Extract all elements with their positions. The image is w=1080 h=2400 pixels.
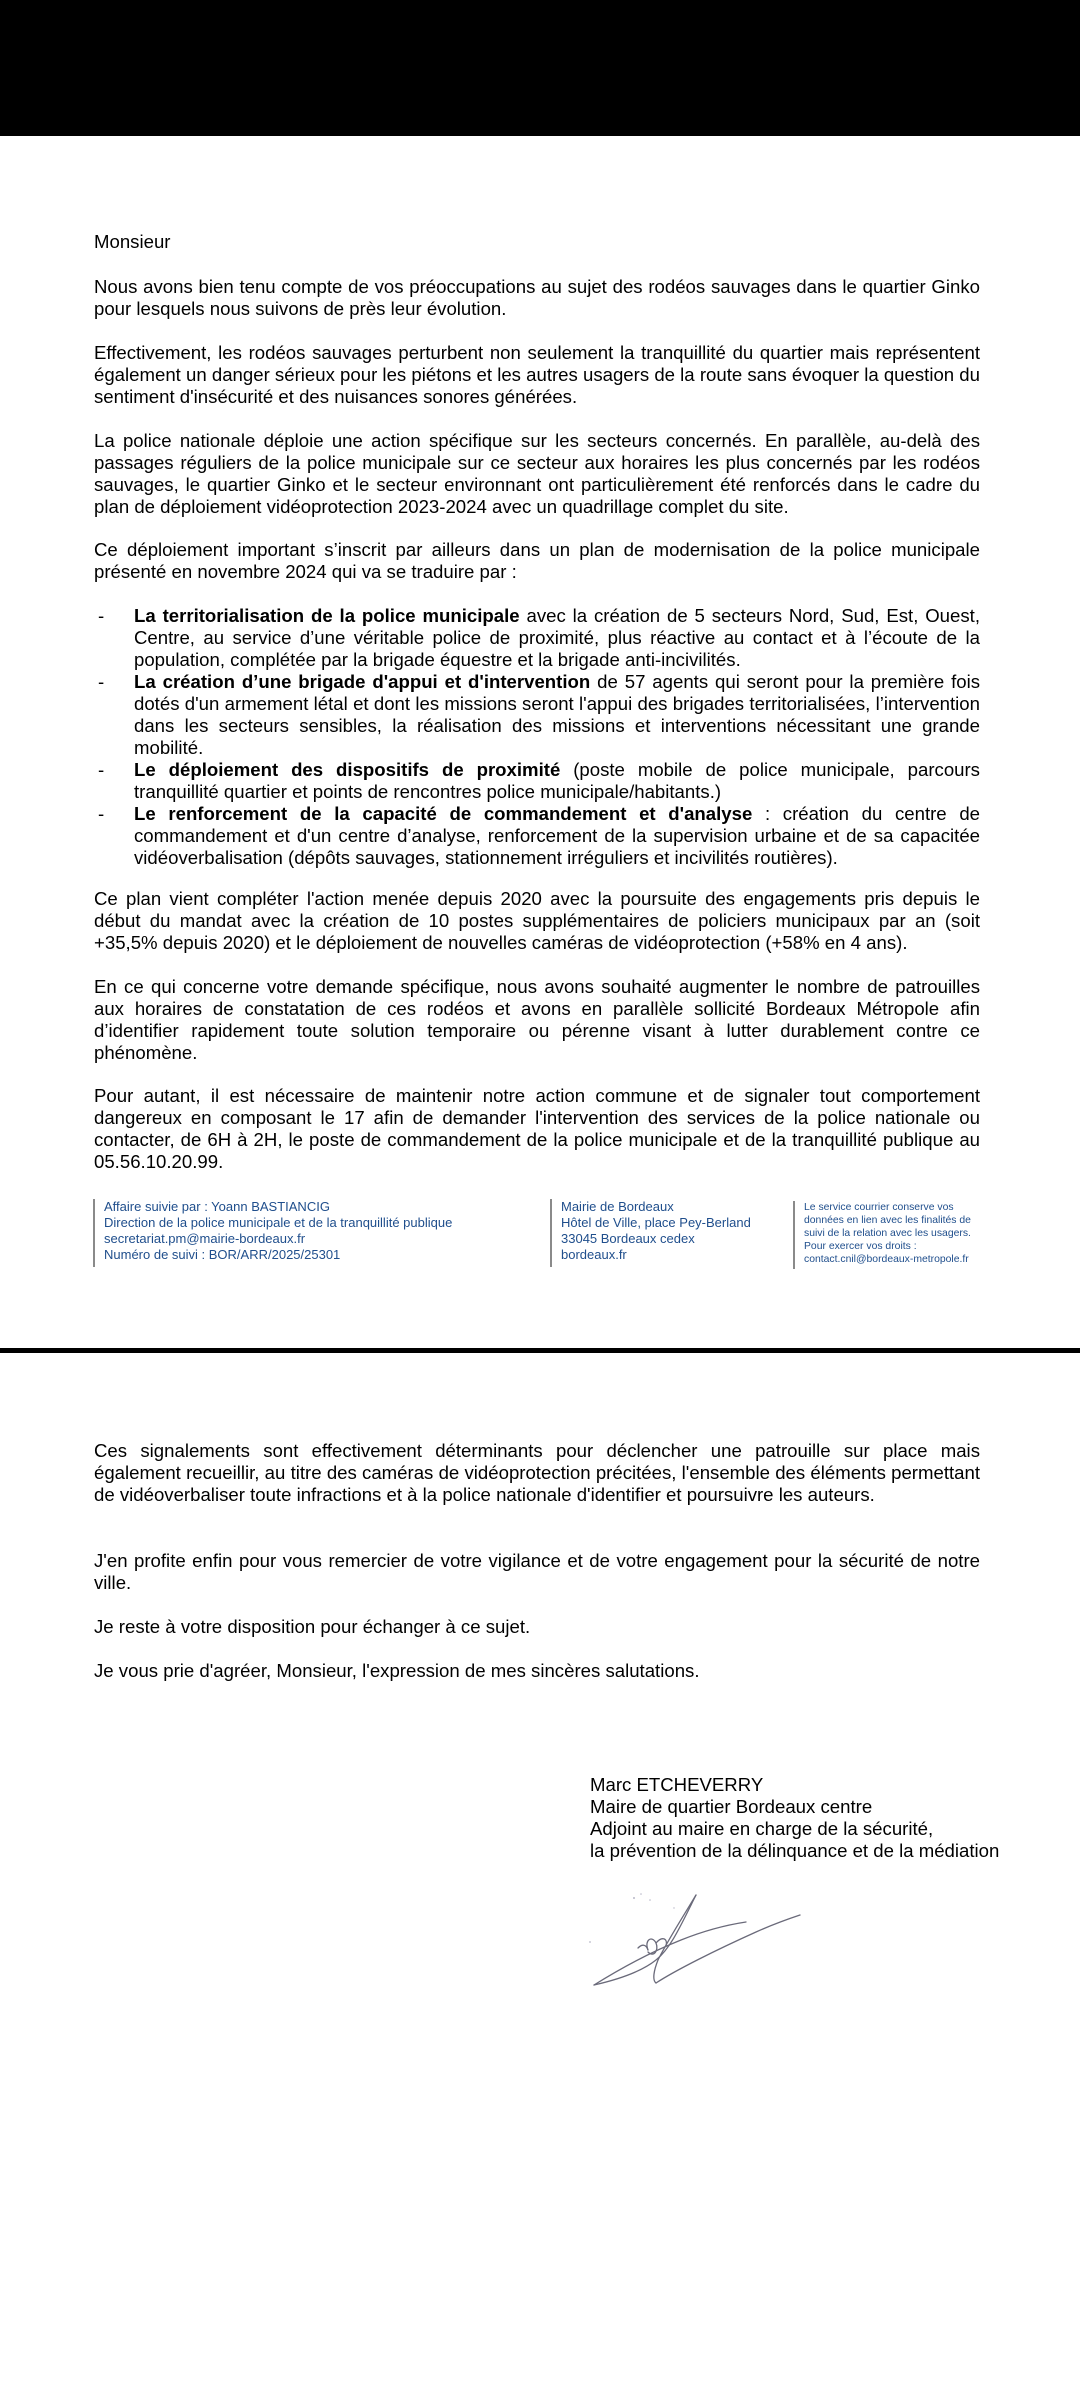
handwritten-signature-icon	[586, 1880, 806, 2010]
footer-email-link[interactable]: secretariat.pm@mairie-bordeaux.fr	[104, 1231, 306, 1246]
footer-website-link[interactable]: bordeaux.fr	[561, 1247, 627, 1262]
paragraph-pour-autant-text: Pour autant, il est nécessaire de maintenir notre action commune et de signaler tout comportement dangereux en composant le 17 afin de demander l'intervention des services de la police nationale ou contacter, de 6H à 2H, le poste de commandement de la police municipale et de la tranquillité publique au 05.56.10.20.99.	[94, 1085, 980, 1172]
page-separator	[0, 1348, 1080, 1353]
bullet-title: Le renforcement de la capacité de commandement et d'analyse	[134, 803, 753, 824]
paragraph-profite-text: J'en profite enfin pour vous remercier de votre vigilance et de votre engagement pour la sécurité de notre ville.	[94, 1550, 980, 1593]
paragraph-pour-autant	[94, 1085, 980, 1173]
paragraph-deploiement	[94, 539, 980, 583]
bullet-dash: -	[98, 671, 105, 692]
paragraph-intro	[94, 276, 980, 320]
paragraph-police-text: La police nationale déploie une action spécifique sur les secteurs concernés. En parallèle, au-delà des passages réguliers de la police municipale sur ce secteur aux horaires les plus concernés par les rodéos sauvages, le quartier Ginko et le secteur environnant ont particulièrement été renforcés dans le cadre du plan de déploiement vidéoprotection 2023-2024 avec un quadrillage complet du site.	[94, 430, 980, 517]
signatory-title: Adjoint au maire en charge de la sécurité,	[590, 1818, 934, 1839]
signatory-block	[590, 1774, 1030, 1862]
bullet-text: : création du centre de commandement et d'un centre d’analyse, renforcement de la supervision urbaine et de sa capacitée vidéoverbalisation (dépôts sauvages, stationnement irréguliers et incivilités routières).	[134, 803, 980, 868]
paragraph-plan	[94, 888, 980, 954]
paragraph-police	[94, 430, 980, 518]
footer-line: Hôtel de Ville, place Pey-Berland	[561, 1215, 751, 1230]
list-item	[94, 671, 980, 759]
footer-line: Direction de la police municipale et de la tranquillité publique	[104, 1215, 453, 1230]
bullet-text: (poste mobile de police municipale, parcours tranquillité quartier et points de rencontres police municipale/habitants.)	[134, 759, 980, 802]
footer-line: Affaire suivie par : Yoann BASTIANCIG	[104, 1199, 330, 1214]
footer-line: données en lien avec les finalités de	[804, 1215, 971, 1226]
bullet-title: Le déploiement des dispositifs de proximité	[134, 759, 561, 780]
paragraph-signalements-text: Ces signalements sont effectivement déterminants pour déclencher une patrouille sur place mais également recueillir, au titre des caméras de vidéoprotection précitées, l'ensemble des éléments permettant de vidéoverbaliser toute infractions et à la police nationale d'identifier et poursuivre les auteurs.	[94, 1440, 980, 1505]
footer-line: suivi de la relation avec les usagers.	[804, 1228, 971, 1239]
footer-line: Numéro de suivi : BOR/ARR/2025/25301	[104, 1247, 341, 1262]
bullet-dash: -	[98, 759, 105, 780]
bullet-title: La territorialisation de la police municipale	[134, 605, 520, 626]
bullet-dash: -	[98, 605, 105, 626]
paragraph-deploiement-text: Ce déploiement important s’inscrit par ailleurs dans un plan de modernisation de la police municipale présenté en novembre 2024 qui va se traduire par :	[94, 539, 980, 582]
paragraph-intro-text: Nous avons bien tenu compte de vos préoccupations au sujet des rodéos sauvages dans le quartier Ginko pour lesquels nous suivons de près leur évolution.	[94, 276, 980, 319]
bullet-text: avec la création de 5 secteurs Nord, Sud, Est, Ouest, Centre, au service d’une véritable police de proximité, plus réactive au contact et à l’écoute de la population, complétée par la brigade équestre et la brigade anti-incivilités.	[134, 605, 980, 670]
paragraph-signalements	[94, 1440, 980, 1506]
paragraph-prie-text: Je vous prie d'agréer, Monsieur, l'expression de mes sincères salutations.	[94, 1660, 700, 1681]
signatory-title: la prévention de la délinquance et de la médiation	[590, 1840, 1000, 1861]
paragraph-effectivement	[94, 342, 980, 408]
footer-line: Le service courrier conserve vos	[804, 1202, 954, 1213]
list-item	[94, 803, 980, 869]
paragraph-reste-text: Je reste à votre disposition pour échanger à ce sujet.	[94, 1616, 531, 1637]
paragraph-effectivement-text: Effectivement, les rodéos sauvages perturbent non seulement la tranquillité du quartier mais représentent également un danger sérieux pour les piétons et les autres usagers de la route sans évoquer la question du sentiment d'insécurité et des nuisances sonores générées.	[94, 342, 980, 407]
list-item	[94, 759, 980, 803]
top-black-bar	[0, 0, 1080, 136]
list-item	[94, 605, 980, 671]
bullet-dash: -	[98, 803, 105, 824]
measures-list	[94, 605, 980, 869]
bullet-title: La création d’une brigade d'appui et d'intervention	[134, 671, 591, 692]
paragraph-prie	[94, 1660, 980, 1682]
paragraph-reste	[94, 1616, 980, 1638]
paragraph-plan-text: Ce plan vient compléter l'action menée depuis 2020 avec la poursuite des engagements pris depuis le début du mandat avec la création de 10 postes supplémentaires de policiers municipaux par an (soit +35,5% depuis 2020) et le déploiement de nouvelles caméras de vidéoprotection (+58% en 4 ans).	[94, 888, 980, 953]
footer-mairie	[550, 1199, 781, 1267]
footer-line: 33045 Bordeaux cedex	[561, 1231, 695, 1246]
paragraph-demande-text: En ce qui concerne votre demande spécifique, nous avons souhaité augmenter le nombre de patrouilles aux horaires de constatation de ces rodéos et avons en parallèle sollicité Bordeaux Métropole afin d’identifier rapidement toute solution temporaire ou pérenne visant à lutter durablement contre ce phénomène.	[94, 976, 980, 1063]
footer-line: Mairie de Bordeaux	[561, 1199, 674, 1214]
footer-cnil-email-link[interactable]: contact.cnil@bordeaux-metropole.fr	[804, 1254, 969, 1265]
paragraph-profite	[94, 1550, 980, 1594]
paragraph-demande	[94, 976, 980, 1064]
bullet-text: de 57 agents qui seront pour la première fois dotés d'un armement létal et dont les missions seront l'appui des brigades territorialisées, l’intervention dans les secteurs sensibles, la réalisation des missions et interventions nécessitant une grande mobilité.	[134, 671, 981, 758]
footer-affaire	[93, 1199, 544, 1267]
signatory-name: Marc ETCHEVERRY	[590, 1774, 764, 1795]
footer-cnil-notice	[793, 1201, 1004, 1269]
footer-line: Pour exercer vos droits :	[804, 1241, 917, 1252]
salutation: Monsieur	[94, 231, 171, 252]
signatory-title: Maire de quartier Bordeaux centre	[590, 1796, 873, 1817]
